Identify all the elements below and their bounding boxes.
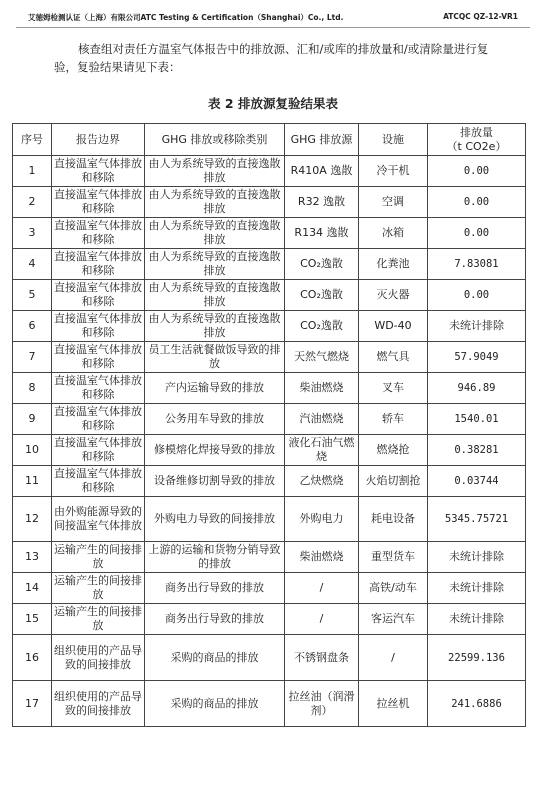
row-number: 17 [13, 681, 52, 727]
emission-amount-cell: 1540.01 [428, 404, 526, 435]
emission-amount-cell: 0.00 [428, 280, 526, 311]
report-boundary-cell: 直接温室气体排放和移除 [52, 373, 145, 404]
report-boundary-cell: 直接温室气体排放和移除 [52, 466, 145, 497]
report-boundary-cell: 组织使用的产品导致的间接排放 [52, 681, 145, 727]
table-row [13, 542, 526, 573]
emission-category-cell: 由人为系统导致的直接逸散排放 [145, 187, 285, 218]
report-boundary-cell: 直接温室气体排放和移除 [52, 435, 145, 466]
table-row [13, 497, 526, 542]
emission-amount-cell: 未统计排除 [428, 573, 526, 604]
emission-source-cell: 不锈钢盘条 [285, 635, 359, 681]
emission-category-cell: 采购的商品的排放 [145, 635, 285, 681]
facility-cell: 客运汽车 [359, 604, 428, 635]
emission-category-cell: 由人为系统导致的直接逸散排放 [145, 218, 285, 249]
column-header-source: GHG 排放源 [285, 124, 359, 156]
emission-amount-cell: 0.00 [428, 187, 526, 218]
facility-cell: 叉车 [359, 373, 428, 404]
table-row [13, 373, 526, 404]
table-row [13, 249, 526, 280]
report-boundary-cell: 组织使用的产品导致的间接排放 [52, 635, 145, 681]
emission-amount-cell: 57.9049 [428, 342, 526, 373]
row-number: 13 [13, 542, 52, 573]
emission-category-cell: 外购电力导致的间接排放 [145, 497, 285, 542]
emission-amount-cell: 7.83081 [428, 249, 526, 280]
emission-amount-cell: 未统计排除 [428, 542, 526, 573]
report-boundary-cell: 直接温室气体排放和移除 [52, 311, 145, 342]
table-row [13, 342, 526, 373]
facility-cell: 耗电设备 [359, 497, 428, 542]
row-number: 5 [13, 280, 52, 311]
emission-source-table [12, 123, 526, 727]
table-row [13, 466, 526, 497]
column-header-amount: 排放量 （t CO2e） [428, 124, 526, 156]
facility-cell: 高铁/动车 [359, 573, 428, 604]
row-number: 15 [13, 604, 52, 635]
facility-cell: WD-40 [359, 311, 428, 342]
company-name: 艾徳姆检测认证（上海）有限公司ATC Testing & Certification（Shanghai）Co., Ltd. [28, 13, 344, 22]
row-number: 6 [13, 311, 52, 342]
row-number: 7 [13, 342, 52, 373]
emission-source-cell: / [285, 604, 359, 635]
emission-category-cell: 由人为系统导致的直接逸散排放 [145, 156, 285, 187]
emission-source-cell: 天然气燃烧 [285, 342, 359, 373]
row-number: 3 [13, 218, 52, 249]
table-header-row [13, 124, 526, 156]
row-number: 14 [13, 573, 52, 604]
row-number: 11 [13, 466, 52, 497]
table-row [13, 635, 526, 681]
emission-amount-cell: 22599.136 [428, 635, 526, 681]
emission-category-cell: 员工生活就餐做饭导致的排放 [145, 342, 285, 373]
emission-source-cell: R410A 逸散 [285, 156, 359, 187]
page-header [28, 12, 518, 26]
emission-source-cell: CO₂逸散 [285, 249, 359, 280]
table-row [13, 404, 526, 435]
emission-category-cell: 设备维修切割导致的排放 [145, 466, 285, 497]
emission-category-cell: 产内运输导致的排放 [145, 373, 285, 404]
table-caption: 表 2 排放源复验结果表 [208, 96, 338, 111]
report-boundary-cell: 直接温室气体排放和移除 [52, 218, 145, 249]
emission-category-cell: 修模熔化焊接导致的排放 [145, 435, 285, 466]
column-header-facility: 设施 [359, 124, 428, 156]
row-number: 4 [13, 249, 52, 280]
emission-amount-cell: 未统计排除 [428, 604, 526, 635]
facility-cell: 燃气具 [359, 342, 428, 373]
column-header-boundary: 报告边界 [52, 124, 145, 156]
emission-source-cell: 柴油燃烧 [285, 542, 359, 573]
facility-cell: 轿车 [359, 404, 428, 435]
emission-amount-cell: 未统计排除 [428, 311, 526, 342]
emission-source-cell: R32 逸散 [285, 187, 359, 218]
emission-category-cell: 采购的商品的排放 [145, 681, 285, 727]
table-row [13, 311, 526, 342]
facility-cell: 燃烧抢 [359, 435, 428, 466]
row-number: 10 [13, 435, 52, 466]
table-row [13, 681, 526, 727]
facility-cell: / [359, 635, 428, 681]
emission-source-cell: 外购电力 [285, 497, 359, 542]
table-row [13, 435, 526, 466]
emission-amount-cell: 5345.75721 [428, 497, 526, 542]
report-boundary-cell: 直接温室气体排放和移除 [52, 187, 145, 218]
emission-category-cell: 商务出行导致的排放 [145, 604, 285, 635]
row-number: 12 [13, 497, 52, 542]
emission-source-cell: 液化石油气燃烧 [285, 435, 359, 466]
emission-source-cell: 乙炔燃烧 [285, 466, 359, 497]
emission-source-cell: 拉丝油（润滑剂） [285, 681, 359, 727]
emission-source-cell: / [285, 573, 359, 604]
row-number: 2 [13, 187, 52, 218]
table-row [13, 218, 526, 249]
report-boundary-cell: 直接温室气体排放和移除 [52, 280, 145, 311]
table-row [13, 187, 526, 218]
document-code: ATCQC QZ-12-VR1 [443, 12, 518, 21]
row-number: 1 [13, 156, 52, 187]
table-row [13, 156, 526, 187]
emission-category-cell: 由人为系统导致的直接逸散排放 [145, 249, 285, 280]
emission-source-cell: CO₂逸散 [285, 280, 359, 311]
table-row [13, 604, 526, 635]
row-number: 8 [13, 373, 52, 404]
table-row [13, 573, 526, 604]
emission-amount-cell: 0.03744 [428, 466, 526, 497]
report-boundary-cell: 直接温室气体排放和移除 [52, 404, 145, 435]
facility-cell: 拉丝机 [359, 681, 428, 727]
emission-source-cell: CO₂逸散 [285, 311, 359, 342]
emission-category-cell: 商务出行导致的排放 [145, 573, 285, 604]
intro-paragraph: 核查组对责任方温室气体报告中的排放源、汇和/或库的排放量和/或清除量进行复验，复验结果请见下表： [54, 42, 489, 74]
facility-cell: 冰箱 [359, 218, 428, 249]
emission-category-cell: 由人为系统导致的直接逸散排放 [145, 280, 285, 311]
facility-cell: 化粪池 [359, 249, 428, 280]
row-number: 16 [13, 635, 52, 681]
row-number: 9 [13, 404, 52, 435]
facility-cell: 重型货车 [359, 542, 428, 573]
emission-amount-cell: 241.6886 [428, 681, 526, 727]
emission-category-cell: 上游的运输和货物分销导致的排放 [145, 542, 285, 573]
report-boundary-cell: 直接温室气体排放和移除 [52, 249, 145, 280]
emission-amount-cell: 0.00 [428, 156, 526, 187]
emission-amount-cell: 0.00 [428, 218, 526, 249]
report-boundary-cell: 运输产生的间接排放 [52, 573, 145, 604]
report-boundary-cell: 运输产生的间接排放 [52, 604, 145, 635]
facility-cell: 冷干机 [359, 156, 428, 187]
facility-cell: 火焰切割抢 [359, 466, 428, 497]
emission-amount-cell: 0.38281 [428, 435, 526, 466]
emission-source-cell: R134 逸散 [285, 218, 359, 249]
emission-category-cell: 公务用车导致的排放 [145, 404, 285, 435]
report-boundary-cell: 直接温室气体排放和移除 [52, 156, 145, 187]
emission-source-cell: 汽油燃烧 [285, 404, 359, 435]
facility-cell: 灭火器 [359, 280, 428, 311]
column-header-no: 序号 [13, 124, 52, 156]
emission-amount-cell: 946.89 [428, 373, 526, 404]
header-divider [16, 27, 530, 28]
column-header-category: GHG 排放或移除类别 [145, 124, 285, 156]
report-boundary-cell: 由外购能源导致的间接温室气体排放 [52, 497, 145, 542]
emission-source-cell: 柴油燃烧 [285, 373, 359, 404]
table-row [13, 280, 526, 311]
facility-cell: 空调 [359, 187, 428, 218]
emission-category-cell: 由人为系统导致的直接逸散排放 [145, 311, 285, 342]
report-boundary-cell: 运输产生的间接排放 [52, 542, 145, 573]
report-boundary-cell: 直接温室气体排放和移除 [52, 342, 145, 373]
